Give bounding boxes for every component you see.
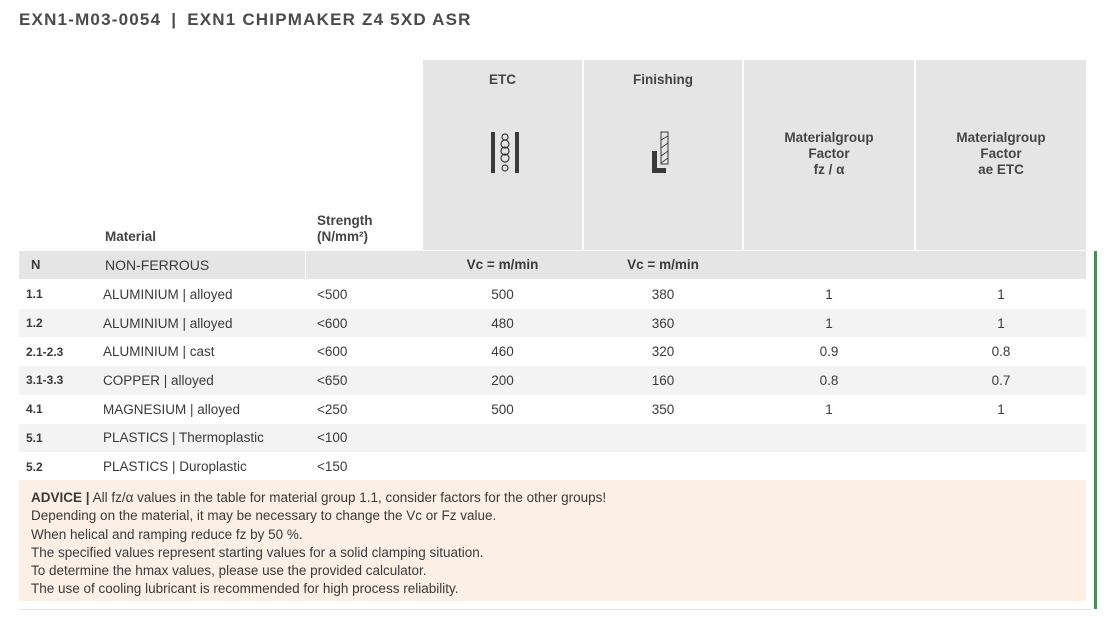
row-strength: <600 [317,344,348,360]
row-strength: <650 [317,372,348,388]
row-etc: 460 [491,344,514,360]
header-mg-ae: Materialgroup Factor ae ETC [956,130,1046,177]
row-fz: 1 [825,286,833,302]
row-fz: 1 [825,401,833,417]
row-finishing: 160 [651,372,675,388]
group-name: NON-FERROUS [105,257,210,273]
finishing-milling-icon [650,130,674,176]
row-fz: 0.8 [819,372,839,388]
row-id: 4.1 [26,402,43,417]
row-strength: <500 [317,286,348,302]
advice-line: When helical and ramping reduce fz by 50 %. [31,526,303,542]
row-id: 5.1 [26,430,43,445]
row-etc: 500 [491,401,514,417]
row-fz: 0.9 [819,344,839,360]
row-id: 2.1-2.3 [26,344,64,359]
product-code: EXN1-M03-0054 [19,10,162,29]
row-material: ALUMINIUM | alloyed [103,286,233,302]
row-fz: 1 [825,315,833,331]
header-material: Material [105,229,157,244]
title-separator: | [171,10,178,29]
header-strength-title: Strength [317,213,373,228]
group-code: N [31,257,41,272]
row-etc: 500 [491,286,514,302]
table-row [19,309,1086,338]
row-etc: 200 [491,372,514,388]
group-vc-finishing: Vc = m/min [627,257,699,272]
table-row [19,337,1086,366]
header-strength [317,213,373,245]
table-row [19,395,1086,424]
bottom-divider [19,609,1091,610]
row-ae: 0.8 [991,344,1011,360]
row-finishing: 350 [651,401,675,417]
header-finishing: Finishing [633,72,693,87]
row-id: 1.1 [26,287,43,302]
row-ae: 1 [997,286,1005,302]
row-id: 1.2 [26,316,43,331]
table-row [19,424,1086,453]
product-name: EXN1 CHIPMAKER Z4 5XD ASR [187,10,472,29]
row-finishing: 360 [651,315,675,331]
row-material: MAGNESIUM | alloyed [103,401,241,417]
page-title [19,10,472,30]
advice-line: To determine the hmax values, please use the provided calculator. [31,563,427,579]
row-strength: <250 [317,401,348,417]
table-row [19,452,1086,481]
row-finishing: 380 [651,286,675,302]
row-finishing: 320 [651,344,675,360]
etc-milling-icon [489,131,521,175]
advice-line: The specified values represent starting values for a solid clamping situation. [31,544,484,560]
header-strength-unit: (N/mm²) [317,229,368,244]
table-row [19,280,1086,309]
header-mg-fz: Materialgroup Factor fz / α [784,130,874,177]
row-material: COPPER | alloyed [103,372,214,388]
row-id: 5.2 [26,459,43,474]
row-strength: <600 [317,315,348,331]
group-vc-etc: Vc = m/min [466,257,539,272]
advice-line: Depending on the material, it may be necessary to change the Vc or Fz value. [31,508,497,524]
row-strength: <100 [317,430,348,446]
advice-box [19,480,1086,601]
advice-line: The use of cooling lubricant is recommended for high process reliability. [31,581,459,597]
advice-label: ADVICE | [31,490,90,505]
row-ae: 0.7 [991,372,1011,388]
row-material: PLASTICS | Duroplastic [103,459,247,475]
row-material: PLASTICS | Thermoplastic [103,430,264,446]
header-etc: ETC [489,72,516,87]
accent-bar [1094,251,1097,609]
row-material: ALUMINIUM | alloyed [103,315,233,331]
row-ae: 1 [997,401,1005,417]
table-row [19,366,1086,395]
row-ae: 1 [997,315,1005,331]
row-id: 3.1-3.3 [26,373,64,388]
row-strength: <150 [317,459,348,475]
row-material: ALUMINIUM | cast [103,344,215,360]
row-etc: 480 [491,315,514,331]
group-row-divider [305,251,306,279]
advice-line: ADVICE | All fz/α values in the table for material group 1.1, consider factors for the other groups! [31,490,607,505]
